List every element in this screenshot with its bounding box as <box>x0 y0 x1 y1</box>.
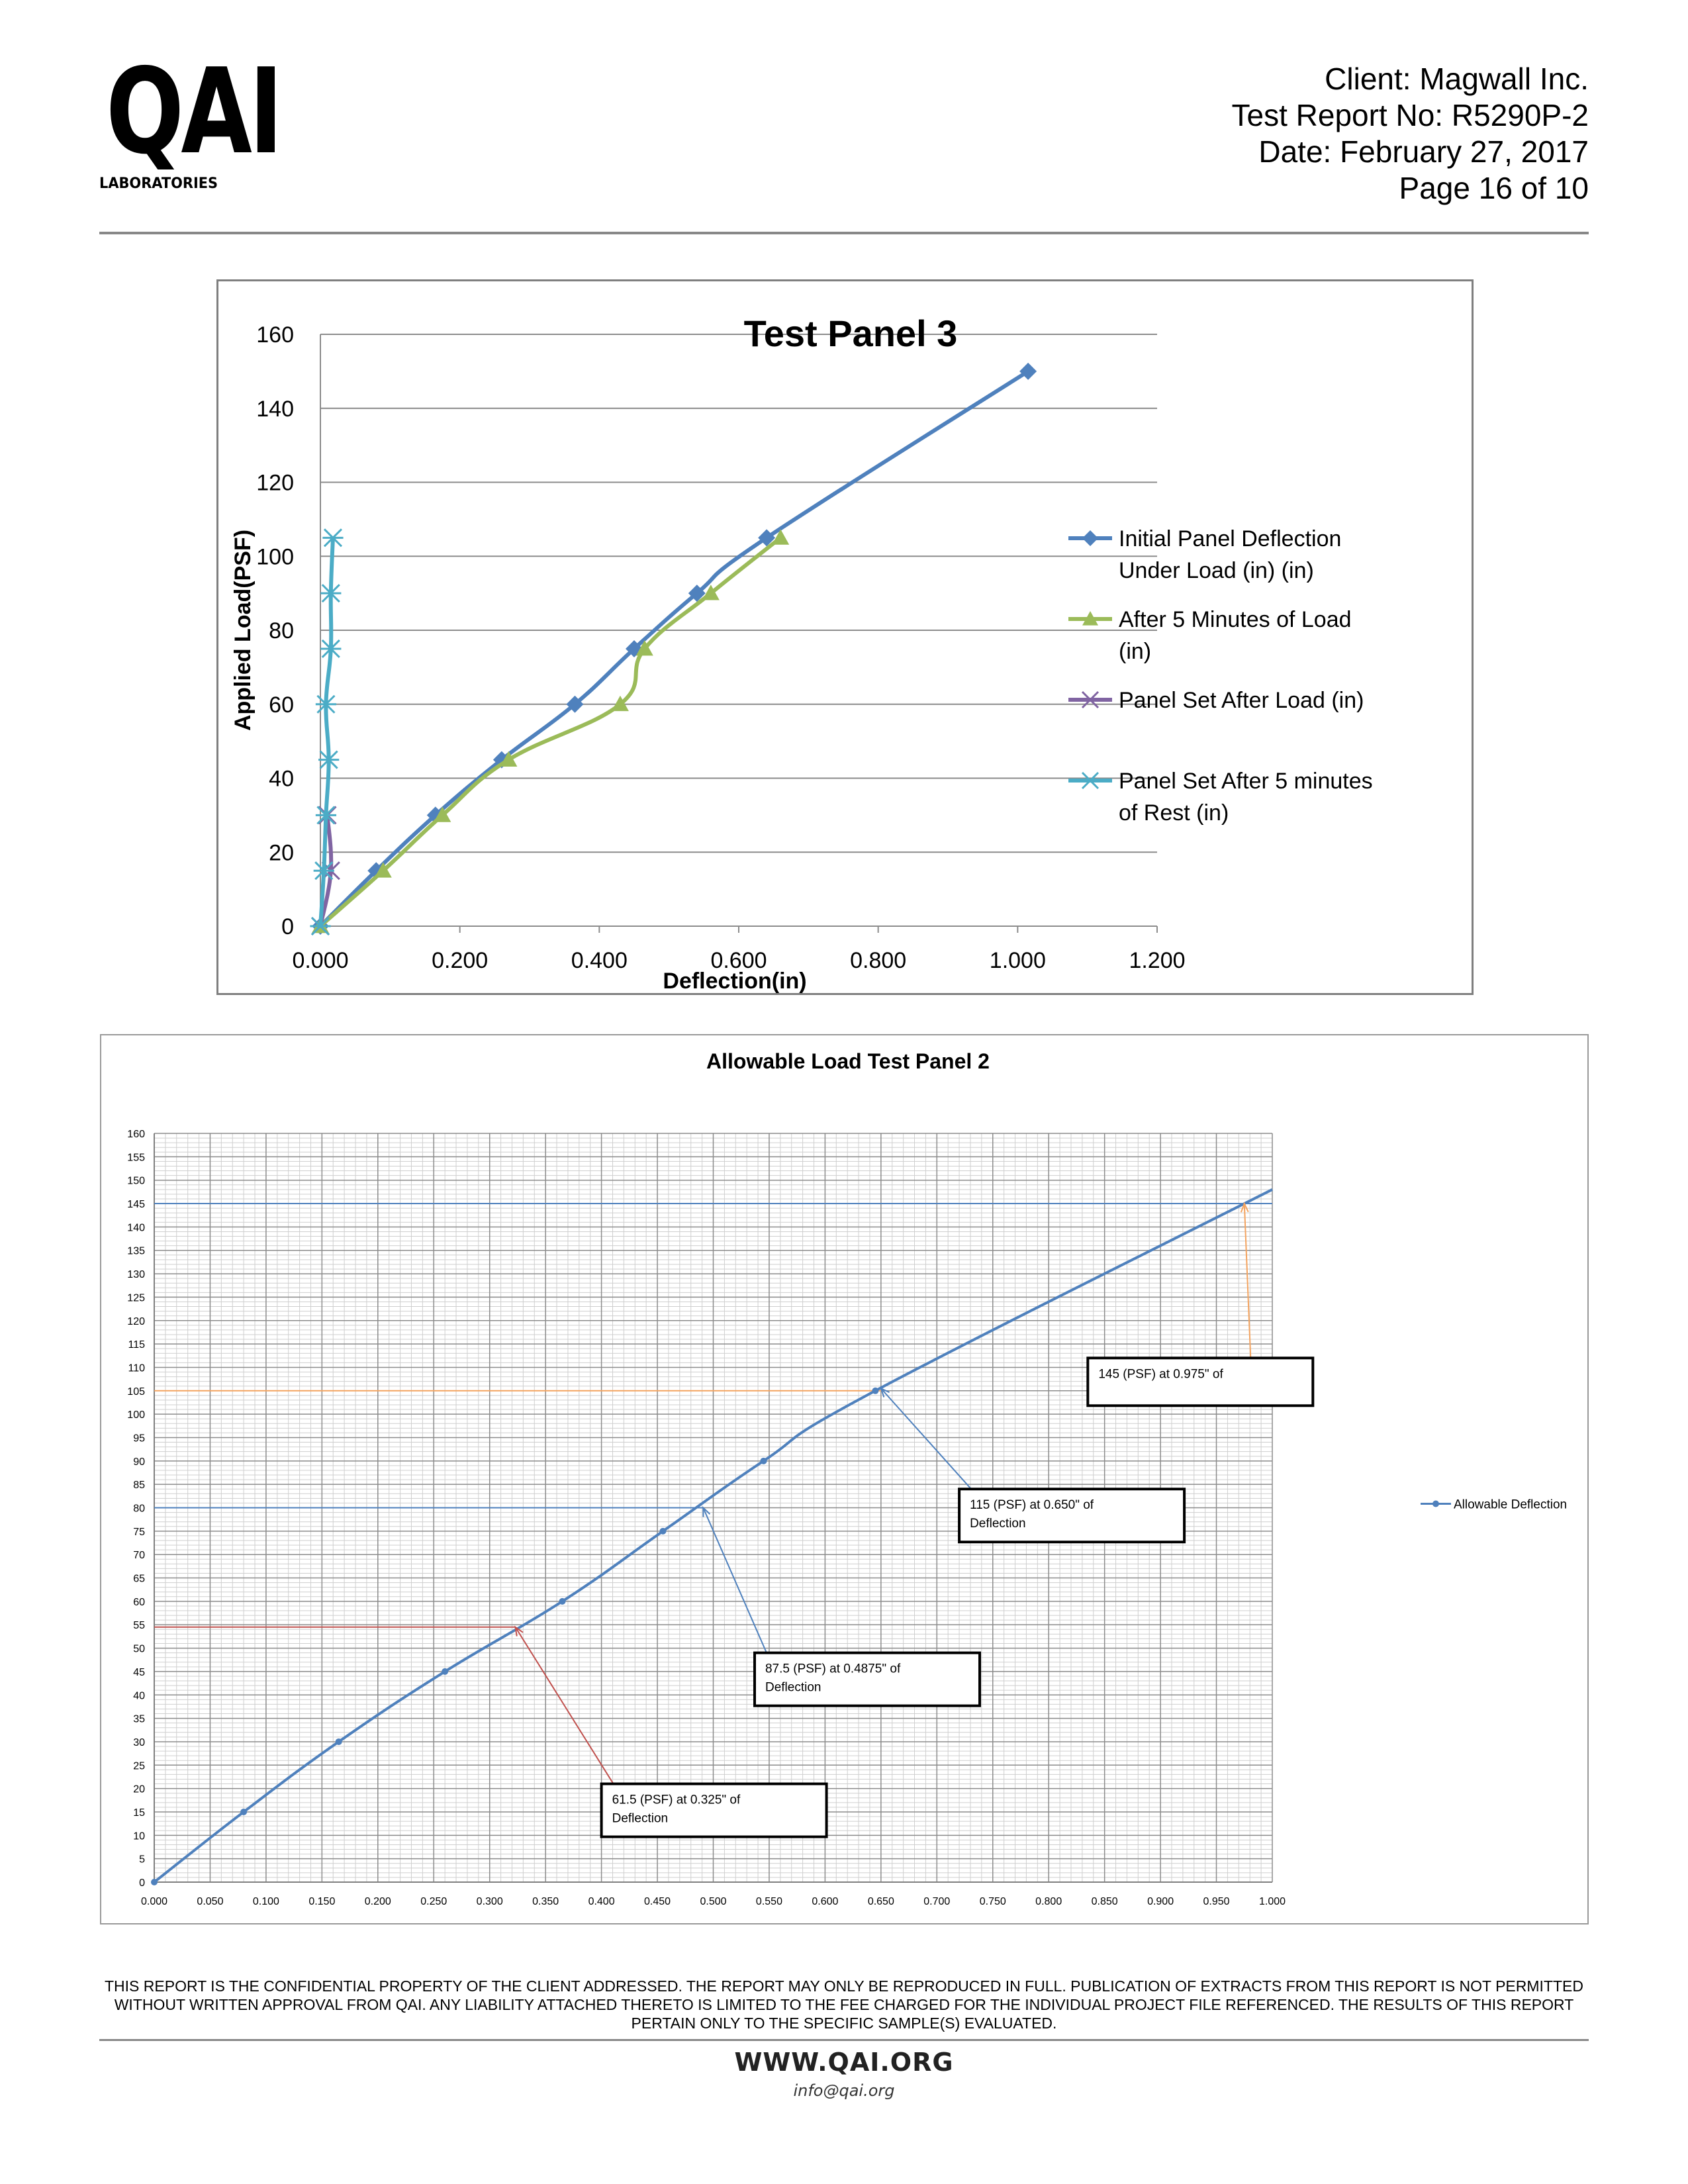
y-tick-label: 40 <box>269 766 294 792</box>
x-tick-label: 0.200 <box>432 948 489 973</box>
annotation-text: 115 (PSF) at 0.650" of <box>970 1498 1094 1513</box>
chart-test-panel-3 <box>216 279 1474 995</box>
series-0 <box>312 363 1037 935</box>
header-divider <box>99 232 1589 234</box>
legend-label: Allowable Deflection <box>1454 1497 1568 1512</box>
x-tick-label: 0.450 <box>644 1896 671 1907</box>
legend-item-3 <box>1068 769 1373 826</box>
y-tick-label: 80 <box>269 618 294 643</box>
chart-title: Allowable Load Test Panel 2 <box>706 1049 990 1073</box>
x-tick-label: 0.800 <box>1035 1896 1062 1907</box>
annotation-box <box>959 1489 1184 1542</box>
y-tick-label: 15 <box>133 1807 145 1819</box>
x-tick-label: 0.750 <box>979 1896 1006 1907</box>
y-tick-label: 20 <box>133 1783 145 1795</box>
legend-label-cont: Under Load (in) (in) <box>1119 558 1314 583</box>
y-tick-label: 150 <box>127 1175 145 1187</box>
y-tick-label: 60 <box>133 1596 145 1608</box>
x-tick-label: 0.950 <box>1203 1896 1230 1907</box>
logo-subtitle: LABORATORIES <box>99 175 218 192</box>
series-allowable-point <box>442 1668 448 1675</box>
legend-label: Panel Set After 5 minutes <box>1119 769 1373 794</box>
y-tick-label: 125 <box>127 1292 145 1304</box>
annotation-arrow <box>703 1508 767 1653</box>
x-tick-label: 0.600 <box>710 948 767 973</box>
y-tick-label: 115 <box>128 1339 145 1351</box>
footer-website[interactable]: WWW.QAI.ORG <box>734 2048 954 2077</box>
y-tick-label: 140 <box>256 396 294 422</box>
series-allowable-point <box>659 1528 666 1535</box>
legend <box>1421 1498 1567 1512</box>
x-tick-label: 0.100 <box>252 1896 279 1907</box>
y-tick-label: 160 <box>256 322 294 348</box>
legend-label: Panel Set After Load (in) <box>1119 688 1364 713</box>
legend-item-0 <box>1068 526 1341 583</box>
annotation-text: 87.5 (PSF) at 0.4875" of <box>765 1662 901 1676</box>
page-number: Page 16 of 10 <box>1399 171 1589 205</box>
annotation-arrow <box>881 1388 971 1489</box>
y-tick-label: 30 <box>133 1736 145 1748</box>
y-tick-label: 75 <box>133 1526 145 1538</box>
x-tick-label: 0.300 <box>476 1896 503 1907</box>
series-allowable-point <box>151 1879 158 1885</box>
annotation-box <box>602 1784 827 1837</box>
series-allowable-point <box>872 1388 878 1394</box>
legend-marker <box>1082 530 1098 546</box>
report-date: Date: February 27, 2017 <box>1258 134 1589 169</box>
y-tick-label: 95 <box>133 1433 145 1445</box>
y-tick-label: 40 <box>133 1690 145 1702</box>
annotation-box <box>755 1653 980 1706</box>
y-tick-label: 0 <box>281 914 294 939</box>
x-tick-label: 0.000 <box>140 1896 168 1907</box>
y-tick-label: 60 <box>269 692 294 718</box>
series-3 <box>310 529 343 935</box>
qai-logo <box>99 43 281 199</box>
series-allowable-point <box>559 1598 565 1605</box>
x-tick-label: 0.500 <box>700 1896 727 1907</box>
y-tick-label: 45 <box>133 1666 145 1678</box>
y-tick-label: 10 <box>133 1830 145 1842</box>
y-tick-label: 140 <box>127 1222 145 1234</box>
y-tick-label: 50 <box>133 1643 145 1655</box>
logo-mark: QAI <box>106 43 281 180</box>
x-tick-label: 0.000 <box>292 948 349 973</box>
x-tick-label: 0.900 <box>1147 1896 1174 1907</box>
chart-title: Test Panel 3 <box>743 312 958 354</box>
y-tick-label: 90 <box>133 1456 145 1468</box>
y-tick-label: 80 <box>133 1503 145 1515</box>
annotation-1 <box>881 1388 1184 1542</box>
annotation-text-line2: Deflection <box>765 1680 821 1695</box>
x-tick-label: 1.000 <box>1258 1896 1286 1907</box>
footer-disclaimer: THIS REPORT IS THE CONFIDENTIAL PROPERTY OF THE CLIENT ADDRESSED. THE REPORT MAY ONLY BE REPRODUCED IN FULL. PUBLICATION OF EXTRACTS FROM THIS REPORT IS NOT PERMITTED WITHOUT WRITTEN APPROVAL FROM QAI. ANY LIABILITY ATTACHED THERETO IS LIMITED TO THE FEE CHARGED FOR THE INDIVIDUAL PROJECT FILE REFERENCED. THE RESULTS OF THIS REPORT PERTAIN ONLY TO THE SPECIFIC SAMPLE(S) EVALUATED. <box>105 1977 1583 2032</box>
y-tick-label: 155 <box>127 1152 145 1164</box>
legend-label-cont: (in) <box>1119 639 1152 664</box>
series-allowable-point <box>240 1809 247 1815</box>
y-tick-label: 20 <box>269 840 294 866</box>
x-tick-label: 0.200 <box>364 1896 391 1907</box>
x-tick-label: 0.350 <box>532 1896 559 1907</box>
legend-marker <box>1432 1501 1439 1507</box>
x-tick-label: 0.700 <box>923 1896 951 1907</box>
y-tick-label: 105 <box>127 1386 145 1398</box>
y-tick-label: 100 <box>256 544 294 570</box>
legend-label-cont: of Rest (in) <box>1119 800 1229 826</box>
y-tick-label: 35 <box>133 1713 145 1725</box>
y-tick-label: 120 <box>127 1315 145 1327</box>
series-allowable-point <box>761 1458 767 1464</box>
y-axis-label: Applied Load(PSF) <box>230 529 256 732</box>
x-tick-label: 0.150 <box>308 1896 336 1907</box>
y-tick-label: 65 <box>133 1573 145 1585</box>
y-tick-label: 5 <box>139 1854 145 1866</box>
y-tick-label: 0 <box>139 1877 145 1889</box>
y-tick-label: 70 <box>133 1550 145 1562</box>
x-tick-label: 0.650 <box>867 1896 894 1907</box>
series-allowable-point <box>336 1738 342 1745</box>
x-tick-label: 0.800 <box>850 948 907 973</box>
y-tick-label: 110 <box>128 1362 145 1374</box>
y-tick-label: 55 <box>133 1620 145 1632</box>
chart-allowable-load-svg <box>101 1035 1587 1923</box>
x-tick-label: 0.400 <box>588 1896 615 1907</box>
x-tick-label: 0.050 <box>197 1896 224 1907</box>
annotation-text: 145 (PSF) at 0.975" of <box>1098 1367 1223 1382</box>
chart-test-panel-3-svg <box>218 281 1472 993</box>
x-tick-label: 0.400 <box>571 948 628 973</box>
annotation-0 <box>1088 1204 1313 1405</box>
y-tick-label: 120 <box>256 470 294 496</box>
x-tick-label: 0.850 <box>1091 1896 1118 1907</box>
annotation-text: 61.5 (PSF) at 0.325" of <box>612 1793 741 1807</box>
legend-label: After 5 Minutes of Load <box>1119 607 1352 632</box>
y-tick-label: 160 <box>127 1129 145 1140</box>
chart-allowable-load-panel-2 <box>100 1034 1589 1924</box>
annotation-box <box>1088 1358 1313 1405</box>
legend-item-2 <box>1068 688 1364 713</box>
series-0-line <box>320 371 1028 926</box>
report-number: Test Report No: R5290P-2 <box>1231 98 1589 132</box>
x-tick-label: 0.250 <box>420 1896 447 1907</box>
annotation-text-line2: Deflection <box>970 1517 1026 1531</box>
y-tick-label: 100 <box>127 1409 145 1421</box>
client-name: Client: Magwall Inc. <box>1325 62 1589 96</box>
footer-divider <box>99 2039 1589 2041</box>
y-tick-label: 135 <box>127 1245 145 1257</box>
series-1 <box>312 529 789 933</box>
x-axis-label: Deflection(in) <box>663 969 807 993</box>
legend-item-1 <box>1068 607 1352 664</box>
legend-label: Initial Panel Deflection <box>1119 526 1342 551</box>
x-tick-label: 1.200 <box>1129 948 1186 973</box>
legend-marker <box>1081 773 1100 788</box>
annotation-text-line2: Deflection <box>612 1811 669 1826</box>
report-header <box>1232 61 1589 207</box>
y-tick-label: 145 <box>127 1199 145 1211</box>
y-tick-label: 25 <box>133 1760 145 1772</box>
x-tick-label: 0.550 <box>755 1896 782 1907</box>
footer-email[interactable]: info@qai.org <box>793 2081 895 2100</box>
x-tick-label: 0.600 <box>812 1896 839 1907</box>
x-tick-label: 1.000 <box>989 948 1046 973</box>
y-tick-label: 130 <box>127 1269 145 1281</box>
y-tick-label: 85 <box>133 1480 145 1492</box>
